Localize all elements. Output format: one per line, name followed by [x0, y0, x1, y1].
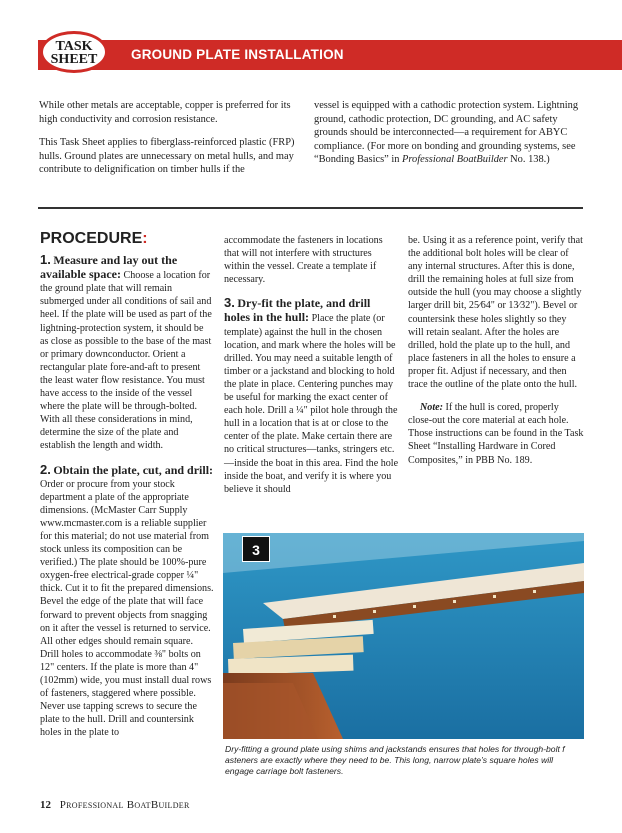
- publication-name: Professional BoatBuilder: [59, 799, 190, 811]
- intro-left-column: [39, 99, 301, 187]
- section-divider: [38, 207, 583, 209]
- procedure-column-1: [40, 232, 214, 745]
- procedure-heading-text: PROCEDURE: [40, 230, 143, 247]
- step-3-continued: be. Using it as a reference point, verify that the additional bolt holes will be clear of any internal structures. After this is done, drill the remaining holes at full size from outside the hull (you may choose a slightly larger drill bit, 25⁄64" or 13⁄32"). Bevel or countersink these holes slightly so they will retain sealant. After the holes are drilled, hold the plate up to the hull, and place fasteners in all the holes to ensure a proper fit. Adjust if necessary, and then trace the outline of the plate onto the hull.: [408, 235, 583, 391]
- step-2-title: Obtain the plate, cut, and drill:: [53, 462, 214, 477]
- step-3-title: Dry-fit the plate, and drill holes in the hull:: [224, 296, 371, 325]
- intro-paragraph-2: This Task Sheet applies to fiberglass-reinforced plastic (FRP) hulls. Ground plates are unnecessary on metal hulls, and may contribute to delignification on timber hulls if the: [39, 137, 295, 175]
- page-number: 12: [40, 799, 51, 811]
- step-1: [40, 253, 214, 452]
- figure-caption: Dry-fitting a ground plate using shims and jackstands ensures that holes for through-bolt f asteners are exactly where they need to be. This long, narrow plate’s square holes will engage carriage bolt fasteners.: [225, 744, 565, 776]
- step-3-number: 3.: [224, 295, 235, 311]
- badge-line-2: SHEET: [50, 52, 98, 67]
- task-sheet-badge: [40, 31, 108, 73]
- intro-p3-text: vessel is equipped with a cathodic protection system. Lightning ground, cathodic protection, DC grounding, and AC safety grounds should be interconnected—a requirement for ABYC compliance. (For more on bonding and grounding systems, see “Bonding Basics” in: [314, 100, 579, 165]
- step-2: [40, 463, 214, 740]
- note-label: Note:: [420, 402, 443, 414]
- figure-number-badge: 3: [242, 536, 270, 562]
- intro-paragraph-1: While other metals are acceptable, copper is preferred for its high conductivity and corrosion resistance.: [39, 100, 291, 125]
- intro-paragraph-3: [314, 99, 582, 167]
- intro-p3-magazine: Professional BoatBuilder: [402, 154, 508, 165]
- figure-3-photo: [223, 533, 584, 739]
- step-1-title: Measure and lay out the available space:: [40, 253, 178, 282]
- ground-plate-illustration: [223, 533, 584, 739]
- step-1-body: Choose a location for the ground plate that will remain submerged under all conditions of sail and heel. If the plate will be used as part of the lightning-protection system, it should be as close as possible to the base of the mast or primary downconductor. Orient a rectangular plate fore-and-aft to present the least water flow resistance. You must have access to the inside of the vessel where the plate will be through-bolted. With all these considerations in mind, determine the size of the plate and establish the length and width.: [40, 270, 212, 452]
- core-note: [408, 401, 584, 466]
- page-footer: [40, 799, 190, 811]
- step-1-number: 1.: [40, 252, 51, 268]
- step-2-body: Order or procure from your stock department a plate of the appropriate dimensions. (McMaster Carr Supply www.mcmaster.com is a reliable supplier for this material; do not use material from stock unless its composition can be verified.) The plate should be 100%-pure oxygen-free electrical-grade copper ¼" thick. Cut it to fit the prepared dimensions. Bevel the edge of the plate that will face forward to prevent objects from snagging on it after the vessel is returned to service. All other edges should remain square. Drill holes to accommodate ⅜" bolts on 12" centers. If the plate is more than 4" (102mm) wide, you must install dual rows of fasteners, staggered where possible. Never use tapping screws to secure the plate to the hull. Drill and countersink holes in the plate to: [40, 478, 214, 739]
- procedure-column-3: [408, 234, 584, 473]
- intro-p3-issue: No. 138.): [507, 154, 550, 165]
- step-2-number: 2.: [40, 461, 51, 477]
- intro-right-column: [314, 99, 582, 177]
- note-body: If the hull is cored, properly close-out the core material at each hole. Those instructions can be found in the Task Sheet “Installing Hardware in Cored Composites,” in PBB No. 189.: [408, 402, 584, 466]
- step-2-continued: accommodate the fasteners in locations that will not interfere with structures within the vessel. Create a template if necessary.: [224, 235, 383, 286]
- step-3-body: Place the plate (or template) against the hull in the chosen location, and mark where the holes will be drilled. You may need a suitable length of timber or a jackstand and blocking to hold the plate in place. Centering punches may be useful for marking the exact center of each hole. Drill a ¼" pilot hole through the hull in a location that is at or close to the center of the plate. Make certain there are no critical structures—tanks, stringers etc.—inside the boat in this area. Find the hole inside the boat, and verify it is where you believe it should: [224, 313, 399, 495]
- step-3: [224, 296, 399, 495]
- procedure-column-2: [224, 234, 399, 502]
- badge-line-1: TASK: [55, 39, 93, 54]
- procedure-heading: [40, 232, 214, 245]
- page-title: GROUND PLATE INSTALLATION: [131, 47, 344, 62]
- procedure-heading-colon: :: [142, 230, 148, 247]
